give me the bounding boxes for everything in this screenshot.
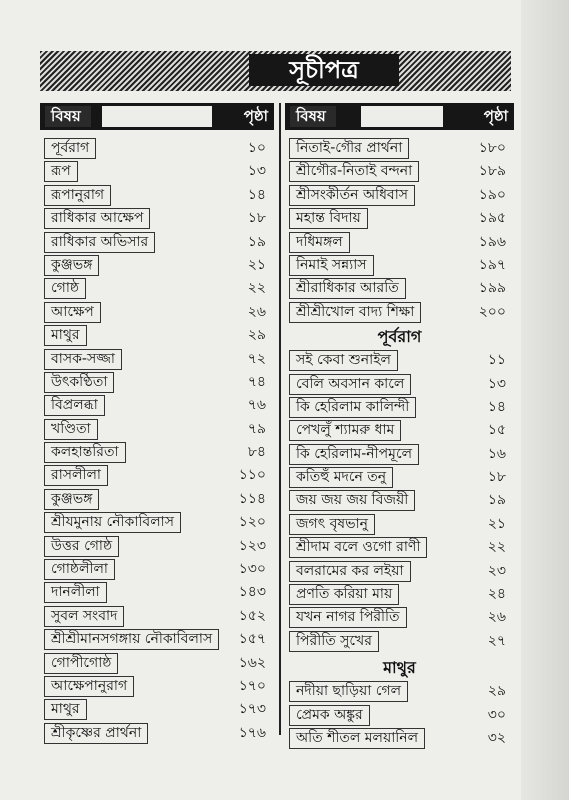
entry-title: আক্ষেপানুরাগ — [44, 676, 134, 697]
entry-title: কতিহুঁ মদনে তনু — [289, 467, 393, 488]
toc-entry — [40, 558, 274, 581]
toc-entry — [40, 605, 274, 628]
toc-entry — [285, 489, 514, 512]
entry-page-number: ৭২ — [247, 350, 266, 367]
entry-title: মাথুর — [44, 699, 87, 720]
entry-title: মাথুর — [44, 325, 87, 346]
entry-page-number: ১৯৬ — [478, 233, 506, 250]
entry-page-number: ১৯ — [247, 233, 266, 250]
entry-page-number: ১৬২ — [238, 654, 266, 671]
toc-entry — [40, 488, 274, 511]
entry-page-number: ১৪ — [247, 186, 266, 203]
entry-page-number: ২০০ — [478, 303, 506, 320]
subject-header-label: বিষয় — [45, 106, 91, 127]
entry-page-number: ২২ — [487, 539, 506, 556]
toc-entry — [40, 277, 274, 300]
entry-page-number: ১৫৭ — [238, 631, 266, 648]
entry-page-number: ১৯৯ — [478, 280, 506, 297]
section-heading-mathur: মাথুর — [383, 658, 416, 678]
toc-entry — [285, 277, 514, 300]
entry-title: প্রেমক অঙ্কুর — [289, 705, 370, 726]
entry-title: শ্রীগৌর-নিতাই বন্দনা — [289, 161, 419, 182]
entry-title: শ্রীদাম বলে ওগো রাণী — [289, 537, 427, 558]
toc-entry — [40, 722, 274, 745]
entry-title: শ্রীশ্রীমানসগঙ্গায় নৌকাবিলাস — [44, 629, 219, 650]
entry-title: শ্রীরাধিকার আরতি — [289, 278, 406, 299]
toc-entry — [40, 464, 274, 487]
entry-page-number: ১৩ — [247, 163, 266, 180]
toc-entry — [40, 231, 274, 254]
toc-entry — [285, 560, 514, 583]
entry-page-number: ৩২ — [487, 729, 506, 746]
entry-title: জয় জয় জয় বিজয়ী — [289, 490, 415, 511]
entry-page-number: ২৩ — [487, 562, 506, 579]
toc-entry — [40, 581, 274, 604]
entry-page-number: ২১ — [247, 256, 266, 273]
entry-title: উৎকণ্ঠিতা — [44, 372, 114, 393]
entry-page-number: ২৯ — [247, 327, 266, 344]
mathur-entry-list — [285, 680, 514, 750]
entry-title: জগৎ বৃষভানু — [289, 514, 375, 535]
entry-page-number: ১৯৫ — [478, 210, 506, 227]
page-header-label: পৃষ্ঠা — [243, 107, 268, 125]
entry-title: নিমাই সন্ন্যাস — [289, 255, 374, 276]
page-header-label: পৃষ্ঠা — [483, 107, 508, 125]
entry-page-number: ৭৯ — [247, 420, 266, 437]
toc-entry — [40, 137, 274, 160]
entry-page-number: ১৪৩ — [238, 584, 266, 601]
toc-entry — [285, 727, 514, 750]
entry-page-number: ২৯ — [487, 683, 506, 700]
entry-page-number: ২৪ — [487, 586, 506, 603]
entry-page-number: ১৯৭ — [478, 256, 506, 273]
toc-entry — [285, 207, 514, 230]
toc-entry — [40, 348, 274, 371]
header-blank-field — [102, 106, 212, 127]
entry-page-number: ১৫ — [487, 422, 506, 439]
entry-page-number: ২১ — [487, 515, 506, 532]
entry-title: বেলি অবসান কালে — [289, 374, 411, 395]
subject-header-label: বিষয় — [290, 106, 336, 127]
toc-entry — [40, 254, 274, 277]
toc-entry — [285, 419, 514, 442]
entry-title: রূপ — [44, 161, 78, 182]
section-heading-purvaraga: পূর্বরাগ — [377, 327, 422, 347]
entry-page-number: ১৯০ — [478, 186, 506, 203]
right-column-header — [285, 103, 514, 130]
entry-title: কুঞ্জভঙ্গ — [44, 255, 99, 276]
entry-page-number: ১৮০ — [478, 140, 506, 156]
entry-title: শ্রীসংকীর্তন অধিবাস — [289, 185, 415, 206]
entry-page-number: ১৫২ — [238, 607, 266, 624]
entry-title: রাধিকার আক্ষেপ — [44, 208, 150, 229]
entry-page-number: ২৬ — [247, 303, 266, 320]
toc-entry — [40, 535, 274, 558]
toc-entry — [40, 371, 274, 394]
entry-title: কলহান্তরিতা — [44, 442, 126, 463]
entry-title: পিরীতি সুখের — [289, 631, 379, 652]
entry-page-number: ১১০ — [238, 467, 266, 484]
entry-title: রাধিকার অভিসার — [44, 232, 155, 253]
toc-entry — [285, 443, 514, 466]
toc-entry — [285, 349, 514, 372]
toc-entry — [40, 160, 274, 183]
entry-page-number: ১২০ — [238, 514, 266, 531]
entry-title: কুঞ্জভঙ্গ — [44, 489, 99, 510]
entry-title: আক্ষেপ — [44, 302, 101, 323]
left-entry-list — [40, 137, 274, 745]
entry-page-number: ১৭৬ — [238, 724, 266, 741]
toc-entry — [285, 583, 514, 606]
entry-title: বাসক-সজ্জা — [44, 349, 122, 370]
entry-title: গোপীগোষ্ঠ — [44, 653, 118, 674]
toc-entry — [285, 606, 514, 629]
entry-page-number: ১৬ — [487, 445, 506, 462]
toc-entry — [285, 466, 514, 489]
purvaraga-entry-list — [285, 349, 514, 653]
page-edge-shadow — [521, 0, 569, 800]
toc-entry — [285, 184, 514, 207]
entry-page-number: ১১ — [487, 352, 506, 369]
toc-entry — [40, 511, 274, 534]
entry-page-number: ২৬ — [487, 609, 506, 626]
entry-title: শ্রীযমুনায় নৌকাবিলাস — [44, 512, 181, 533]
header-blank-field — [361, 106, 443, 127]
entry-page-number: ১৩ — [487, 375, 506, 392]
toc-entry — [40, 698, 274, 721]
entry-title: বলরামের কর লইয়া — [289, 561, 411, 582]
toc-entry — [285, 160, 514, 183]
toc-entry — [285, 301, 514, 324]
entry-title: পূর্বরাগ — [44, 138, 96, 159]
column-divider — [279, 103, 281, 735]
entry-title: প্রণতি করিয়া মায় — [289, 584, 399, 605]
entry-title: দানলীলা — [44, 582, 107, 603]
toc-entry — [285, 536, 514, 559]
entry-title: অতি শীতল মলয়ানিল — [289, 728, 425, 749]
right-entry-list — [285, 137, 514, 324]
entry-page-number: ১৮ — [247, 210, 266, 227]
entry-page-number: ১৪ — [487, 398, 506, 415]
entry-page-number: ১০ — [247, 140, 266, 156]
entry-title: পেখলুঁ শ্যামরু ধাম — [289, 420, 401, 441]
toc-entry — [285, 396, 514, 419]
entry-title: গোষ্ঠ — [44, 278, 86, 299]
toc-entry — [40, 652, 274, 675]
entry-title: যখন নাগর পিরীতি — [289, 607, 407, 628]
entry-page-number: ৩০ — [487, 706, 506, 723]
entry-page-number: ১৩০ — [238, 561, 266, 578]
toc-entry — [285, 231, 514, 254]
entry-title: সুবল সংবাদ — [44, 606, 124, 627]
toc-entry — [40, 628, 274, 651]
entry-title: কি হেরিলাম কালিন্দী — [289, 397, 416, 418]
entry-title: শ্রীশ্রীখোল বাদ্য শিক্ষা — [289, 302, 421, 323]
right-column — [285, 103, 514, 750]
entry-page-number: ৮৪ — [247, 444, 266, 461]
entry-page-number: ২২ — [247, 280, 266, 297]
toc-entry — [40, 394, 274, 417]
entry-title: সই কেবা শুনাইল — [289, 350, 398, 371]
toc-entry — [40, 301, 274, 324]
entry-title: রূপানুরাগ — [44, 185, 111, 206]
entry-title: নিতাই-গৌর প্রার্থনা — [289, 138, 409, 159]
toc-entry — [285, 704, 514, 727]
toc-entry — [40, 184, 274, 207]
entry-title: শ্রীকৃষ্ণের প্রার্থনা — [44, 723, 148, 744]
toc-entry — [40, 324, 274, 347]
entry-page-number: ১৮ — [487, 469, 506, 486]
entry-title: বিপ্রলব্ধা — [44, 395, 105, 416]
toc-entry — [40, 675, 274, 698]
toc-entry — [40, 418, 274, 441]
entry-title: খণ্ডিতা — [44, 419, 98, 440]
toc-entry — [285, 680, 514, 703]
entry-title: উত্তর গোষ্ঠ — [44, 536, 119, 557]
entry-page-number: ২৭ — [487, 632, 506, 649]
entry-title: গোষ্ঠলীলা — [44, 559, 115, 580]
entry-page-number: ১৮৯ — [478, 163, 506, 180]
entry-title: দধিমঙ্গল — [289, 232, 350, 253]
entry-page-number: ৭৬ — [247, 397, 266, 414]
entry-page-number: ১৭৩ — [238, 701, 266, 718]
entry-title: কি হেরিলাম-নীপমূলে — [289, 444, 419, 465]
toc-entry — [40, 207, 274, 230]
entry-page-number: ১৯ — [487, 492, 506, 509]
title-banner — [40, 51, 511, 91]
left-column-header — [40, 103, 274, 130]
toc-entry — [285, 254, 514, 277]
toc-entry — [285, 373, 514, 396]
left-column — [40, 103, 274, 745]
toc-entry — [285, 513, 514, 536]
toc-entry — [285, 137, 514, 160]
toc-entry — [40, 441, 274, 464]
entry-page-number: ১২৩ — [238, 537, 266, 554]
page-title: সূচীপত্র — [249, 54, 399, 86]
toc-entry — [285, 630, 514, 653]
entry-title: মহান্ত বিদায় — [289, 208, 368, 229]
entry-page-number: ১১৪ — [238, 490, 266, 507]
entry-page-number: ১৭০ — [238, 677, 266, 694]
entry-title: রাসলীলা — [44, 465, 108, 486]
entry-page-number: ৭৪ — [247, 373, 266, 390]
entry-title: নদীয়া ছাড়িয়া গেল — [289, 681, 408, 702]
